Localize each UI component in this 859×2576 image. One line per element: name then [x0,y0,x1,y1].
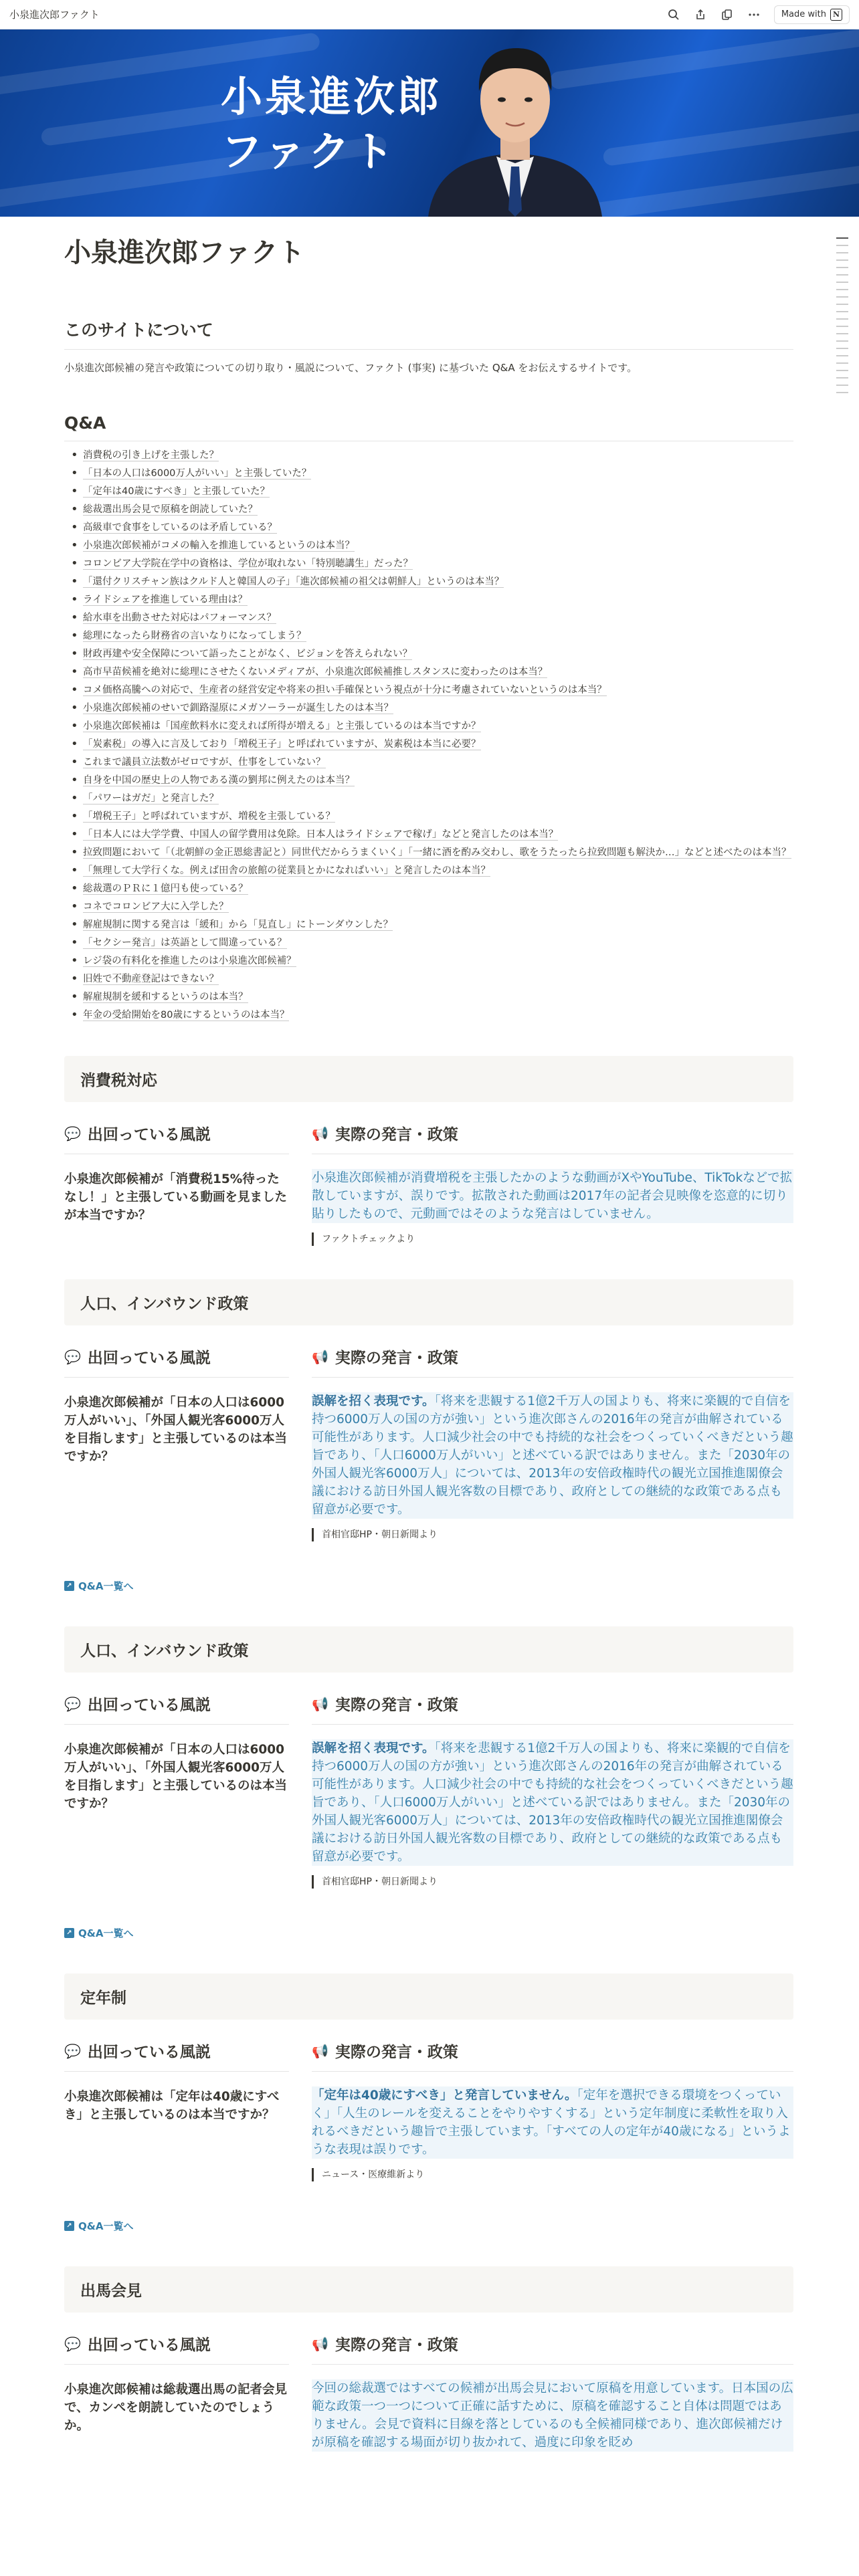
qa-link[interactable]: 総裁選のＰＲに１億円も使っている？ [83,883,248,894]
qa-list-item[interactable] [64,899,793,914]
fact-heading [312,1693,793,1725]
fact-column [305,1693,793,1889]
qa-list-item[interactable] [64,502,793,517]
qa-list-item[interactable] [64,556,793,571]
rumor-heading-label: 出回っている風説 [87,2044,211,2061]
rumor-heading-label: 出回っている風説 [87,2337,211,2354]
fact-heading [312,2040,793,2072]
topic-title: 人口、インバウンド政策 [64,1279,793,1325]
qa-list-item[interactable] [64,954,793,968]
rumor-heading [64,2333,289,2365]
qa-link[interactable]: 「定年は40歳にすべき」と主張していた？ [83,486,270,497]
share-icon[interactable] [694,8,707,21]
fact-column [305,2040,793,2181]
back-to-qa-link[interactable] [64,1926,793,1940]
qa-list-item[interactable] [64,845,793,860]
topic-title: 消費税対応 [64,1056,793,1102]
qa-link[interactable]: 「日本人には大学学費、中国人の留学費用は免除。日本人はライドシェアで稼げ」などと発言したのは本当？ [83,829,559,840]
topic-section [64,1056,793,1246]
banner-title-line1: 小泉進次郎 [221,72,442,121]
portrait-image [421,29,609,217]
qa-list-item[interactable] [64,791,793,806]
speech-bubble-icon: 💬 [64,2042,81,2059]
qa-link[interactable]: 解雇規制を緩和するというのは本当？ [83,992,248,1002]
top-bar [0,0,859,29]
qa-link[interactable]: 財政再建や安全保障について語ったことがなく、ビジョンを答えられない？ [83,649,413,659]
rumor-column [64,1122,305,1246]
megaphone-icon: 📢 [312,1125,328,1142]
fact-lead: 「定年は40歳にすべき」と発言していません。 [312,2088,577,2103]
qa-list-item[interactable] [64,809,793,824]
qa-link[interactable]: 総裁選出馬会見で原稿を朗読していた？ [83,504,258,515]
megaphone-icon: 📢 [312,2042,328,2059]
speech-bubble-icon: 💬 [64,1348,81,1365]
fact-heading-label: 実際の発言・政策 [335,2044,458,2061]
topic-section [64,2266,793,2452]
topic-title: 定年制 [64,1973,793,2020]
qa-list-item[interactable] [64,466,793,481]
qa-link[interactable]: 解雇規制に関する発言は「緩和」から「見直し」にトーンダウンした？ [83,920,393,930]
fact-body: 「将来を悲観する1億2千万人の国よりも、将来に楽観的で自信を持つ6000万人の国の方が強い」という進次郎さんの2016年の発言が曲解されている可能性があります。人口減少社会の中でも持続的な社会をつくっていくべきだという趣旨であり、「人口6000万人がいい」と述べている訳ではありません。また「2030年の外国人観光客6000万人」については、2013年の安倍政権時代の観光立国推進閣僚会議における訪日外国人観光客数の目標であり、政府としての継続的な政策である点も留意が必要です。 [312,1741,793,1864]
rumor-text: 小泉進次郎候補が「消費税15%待ったなし！」と主張している動画を見ましたが本当ですか？ [64,1172,288,1222]
qa-list-item[interactable] [64,881,793,896]
qa-link[interactable]: これまで議員立法数がゼロですが、仕事をしていない？ [83,757,326,768]
qa-list-item[interactable] [64,719,793,734]
qa-link[interactable]: 「還付クリスチャン族はクルド人と韓国人の子」「進次郎候補の祖父は朝鮮人」というのは本当？ [83,576,504,587]
topic-columns [64,1693,793,1889]
qa-list-item[interactable] [64,737,793,752]
fact-body: 「将来を悲観する1億2千万人の国よりも、将来に楽観的で自信を持つ6000万人の国の方が強い」という進次郎さんの2016年の発言が曲解されている可能性があります。人口減少社会の中でも持続的な社会をつくっていくべきだという趣旨であり、「人口6000万人がいい」と述べている訳ではありません。また「2030年の外国人観光客6000万人」については、2013年の安倍政権時代の観光立国推進閣僚会議における訪日外国人観光客数の目標であり、政府としての継続的な政策である点も留意が必要です。 [312,1394,793,1517]
qa-list-item[interactable] [64,827,793,842]
page-content [64,217,793,2452]
topic-columns [64,2040,793,2181]
topic-section [64,1973,793,2233]
speech-bubble-icon: 💬 [64,2335,81,2352]
fact-column [305,1346,793,1541]
notion-logo-icon: N [830,9,842,21]
qa-heading: Q&A [64,413,793,441]
fact-text [312,2086,793,2159]
fact-text [312,1392,793,1519]
qa-list-item[interactable] [64,629,793,643]
qa-link[interactable]: 高市早苗候補を絶対に総理にさせたくないメディアが、小泉進次郎候補推しスタンスに変わったのは本当？ [83,667,548,677]
fact-source: 首相官邸HP・朝日新聞より [312,1875,793,1889]
link-arrow-icon: ↗ [64,1928,74,1938]
fact-source: ファクトチェックより [312,1232,793,1246]
speech-bubble-icon: 💬 [64,1125,81,1142]
fact-body: 小泉進次郎候補が消費増税を主張したかのような動画がXやYouTube、TikTokなどで拡散していますが、誤りです。拡散された動画は2017年の記者会見映像を恣意的に切り貼りしたもので、元動画ではそのような発言はしていません。 [312,1171,793,1221]
qa-list-item[interactable] [64,574,793,589]
megaphone-icon: 📢 [312,1695,328,1712]
fact-heading [312,1122,793,1154]
qa-link[interactable]: 拉致問題において「（北朝鮮の金正恩総書記と）同世代だからうまくいく」「一緒に酒を酌み交わし、歌をうたったら拉致問題も解決か…」などと述べたのは本当？ [83,847,791,858]
outline-indicator[interactable] [836,237,848,399]
back-link-label: Q&A一覧へ [78,2220,134,2232]
qa-list-item[interactable] [64,936,793,950]
link-arrow-icon: ↗ [64,2221,74,2231]
rumor-text: 小泉進次郎候補が「日本の人口は6000万人がいい」、「外国人観光客6000万人を目指します」と主張しているのは本当ですか？ [64,1396,288,1464]
qa-list-item[interactable] [64,918,793,932]
qa-link[interactable]: 「増税王子」と呼ばれていますが、増税を主張している？ [83,811,335,822]
rumor-heading [64,1693,289,1725]
banner-title [221,70,442,179]
made-with-button[interactable] [774,5,850,24]
megaphone-icon: 📢 [312,2335,328,2352]
qa-list-item[interactable] [64,647,793,661]
qa-list-item[interactable] [64,593,793,607]
qa-link[interactable]: レジ袋の有料化を推進したのは小泉進次郎候補？ [83,956,296,966]
about-heading: このサイトについて [64,317,793,350]
qa-list-item[interactable] [64,665,793,679]
toolbar [667,5,850,24]
qa-link[interactable]: 「炭素税」の導入に言及しており「増税王子」と呼ばれていますが、炭素税は本当に必要？ [83,739,481,750]
fact-column [305,1122,793,1246]
back-link-label: Q&A一覧へ [78,1927,134,1939]
duplicate-icon[interactable] [721,8,734,21]
qa-link[interactable]: 年金の受給開始を80歳にするというのは本当？ [83,1010,290,1021]
qa-link[interactable]: 「セクシー発言」は英語として間違っている？ [83,938,287,948]
back-link-label: Q&A一覧へ [78,1580,134,1592]
rumor-text: 小泉進次郎候補が「日本の人口は6000万人がいい」、「外国人観光客6000万人を目指します」と主張しているのは本当ですか？ [64,1743,288,1811]
rumor-heading-label: 出回っている風説 [87,1697,211,1714]
fact-heading [312,1346,793,1378]
back-to-qa-link[interactable] [64,1579,793,1593]
back-to-qa-link[interactable] [64,2219,793,2233]
qa-list-item[interactable] [64,1008,793,1023]
page-title: 小泉進次郎ファクト [64,237,305,268]
topic-columns [64,2333,793,2452]
fact-body: 今回の総裁選ではすべての候補が出馬会見において原稿を用意しています。日本国の広範な政策一つ一つについて正確に話すために、原稿を確認すること自体は問題ではありません。会見で資料に目線を落としているのも全候補同様であり、進次郎候補だけが原稿を確認する場面が切り抜かれて、過度に印象を眨め [312,2381,793,2450]
qa-link[interactable]: コロンビア大学院在学中の資格は、学位が取れない「特別聴講生」だった？ [83,558,413,569]
qa-list-item[interactable] [64,683,793,697]
fact-lead: 誤解を招く表現です。 [312,1741,435,1755]
more-icon[interactable] [747,8,761,21]
rumor-column [64,1693,305,1889]
qa-link[interactable]: 「パワーはガだ」と発言した？ [83,793,219,804]
fact-text [312,2379,793,2452]
rumor-text: 小泉進次郎候補は総裁選出馬の記者会見で、カンペを朗読していたのでしょうか。 [64,2383,288,2433]
topic-columns [64,1122,793,1246]
qa-link[interactable]: 「日本の人口は6000万人がいい」と主張していた？ [83,468,312,479]
window-title: 小泉進次郎ファクト [9,9,100,21]
fact-heading-label: 実際の発言・政策 [335,1350,458,1367]
topic-section [64,1279,793,1593]
rumor-heading [64,2040,289,2072]
qa-list-item[interactable] [64,990,793,1004]
rumor-column [64,2333,305,2452]
link-arrow-icon: ↗ [64,1581,74,1591]
topic-title: 出馬会見 [64,2266,793,2313]
fact-column [305,2333,793,2452]
fact-heading-label: 実際の発言・政策 [335,1697,458,1714]
qa-link[interactable]: 給水車を出動させた対応はパフォーマンス？ [83,613,276,623]
qa-link[interactable]: コネでコロンビア大に入学した？ [83,901,229,912]
fact-body: 「定年を選択できる環境をつくっていく」「人生のレールを変えることをやりやすくする」という定年制度に柔軟性を取り入れるべきだという趣旨で主張しています。「すべての人の定年が40歳になる」というような表現は誤りです。 [312,2088,791,2157]
fact-heading [312,2333,793,2365]
megaphone-icon: 📢 [312,1348,328,1365]
qa-link[interactable]: ライドシェアを推進している理由は？ [83,595,248,605]
qa-link[interactable]: 小泉進次郎候補は「国産飲料水に変えれば所得が増える」と主張しているのは本当ですか？ [83,721,481,732]
qa-list-item[interactable] [64,972,793,986]
qa-list-item[interactable] [64,520,793,535]
qa-link[interactable]: 高級車で食事をしているのは矛盾している？ [83,522,277,533]
qa-list-item[interactable] [64,863,793,878]
fact-text [312,1739,793,1866]
qa-link[interactable]: 総理になったら財務省の言いなりになってしまう？ [83,631,306,641]
rumor-heading [64,1346,289,1378]
fact-source: 首相官邸HP・朝日新聞より [312,1528,793,1541]
about-text: 小泉進次郎候補の発言や政策についての切り取り・風説について、ファクト (事実) に基づいた Q&A をお伝えするサイトです。 [64,362,638,374]
qa-link[interactable]: 旧姓で不動産登記はできない？ [83,974,219,984]
banner-title-line2: ファクト [221,127,397,176]
made-with-label: Made with [781,9,826,19]
fact-lead: 誤解を招く表現です。 [312,1394,435,1408]
rumor-text: 小泉進次郎候補は「定年は40歳にすべき」と主張しているのは本当ですか？ [64,2090,280,2122]
qa-list-item[interactable] [64,611,793,625]
rumor-heading-label: 出回っている風説 [87,1350,211,1367]
qa-link[interactable]: 「無理して大学行くな。例えば田舎の旅館の従業員とかになればいい」と発言したのは本当？ [83,865,490,876]
speech-bubble-icon: 💬 [64,1695,81,1712]
rumor-heading-label: 出回っている風説 [87,1126,211,1144]
fact-source: ニュース・医療維新より [312,2168,793,2181]
cover-banner [0,29,859,217]
qa-link[interactable]: 小泉進次郎候補のせいで釧路湿原にメガソーラーが誕生したのは本当？ [83,703,393,714]
qa-list [64,448,793,1023]
search-icon[interactable] [667,8,680,21]
qa-list-item[interactable] [64,773,793,788]
fact-text [312,1169,793,1223]
qa-link[interactable]: 小泉進次郎候補がコメの輸入を推進しているというのは本当？ [83,540,355,551]
fact-heading-label: 実際の発言・政策 [335,2337,458,2354]
topic-columns [64,1346,793,1541]
qa-link[interactable]: コメ価格高騰への対応で、生産者の経営安定や将来の担い手確保という視点が十分に考慮されていないというのは本当？ [83,685,607,695]
qa-list-item[interactable] [64,755,793,770]
rumor-column [64,2040,305,2181]
topic-title: 人口、インバウンド政策 [64,1626,793,1673]
rumor-column [64,1346,305,1541]
rumor-heading [64,1122,289,1154]
qa-list-item[interactable] [64,448,793,463]
qa-list-item[interactable] [64,538,793,553]
qa-link[interactable]: 消費税の引き上げを主張した？ [83,450,219,461]
qa-link[interactable]: 自身を中国の歴史上の人物である漢の劉邦に例えたのは本当？ [83,775,355,786]
qa-list-item[interactable] [64,484,793,499]
topics [64,1056,793,2452]
qa-list-item[interactable] [64,701,793,716]
fact-heading-label: 実際の発言・政策 [335,1126,458,1144]
topic-section [64,1626,793,1940]
